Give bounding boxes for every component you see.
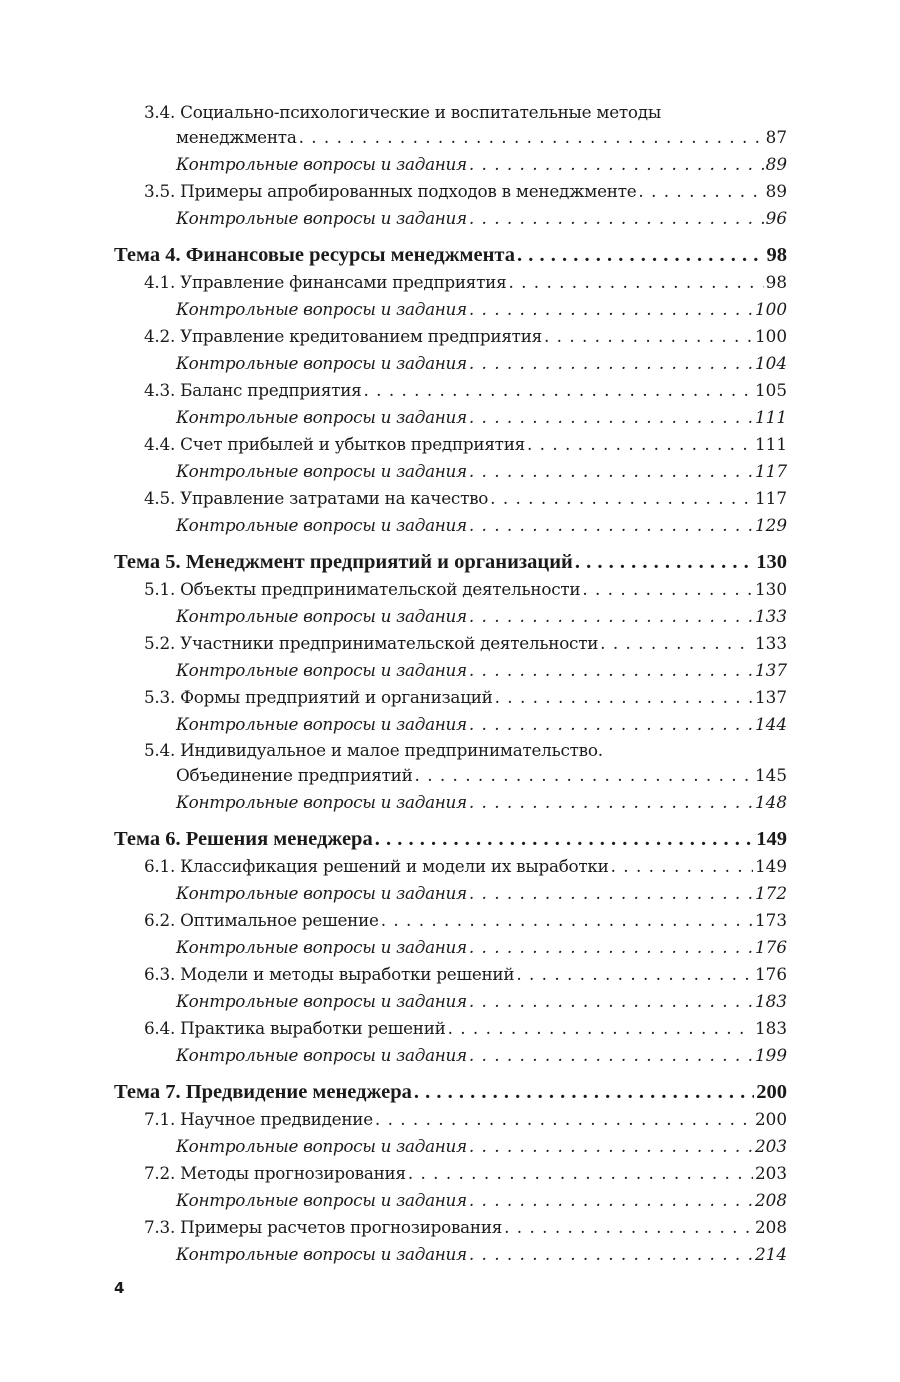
toc-section-5-1[interactable] (114, 576, 787, 603)
toc-page-number: 208 (754, 1190, 787, 1210)
toc-entry-title: Контрольные вопросы и задания (176, 606, 467, 626)
toc-entry-title: Объединение предприятий (176, 765, 413, 785)
toc-questions-5-3[interactable] (114, 711, 787, 738)
toc-page-number: 208 (754, 1217, 787, 1237)
toc-page-number: 133 (754, 606, 787, 626)
toc-entry-title: Контрольные вопросы и задания (176, 883, 467, 903)
toc-questions-6-1[interactable] (114, 880, 787, 907)
toc-page-number: 129 (754, 515, 787, 535)
toc-page-number: 183 (754, 1018, 787, 1038)
toc-topic-title: Тема 6. Решения менеджера (114, 828, 373, 850)
toc-entry-title: Контрольные вопросы и задания (176, 792, 467, 812)
dot-leader (469, 789, 753, 816)
dot-leader (375, 826, 755, 853)
toc-topic-title: Тема 4. Финансовые ресурсы менеджмента (114, 244, 515, 266)
toc-entry-title: 7.3. Примеры расчетов прогнозирования (144, 1217, 503, 1237)
toc-page-number: 176 (754, 937, 787, 957)
dot-leader (504, 1214, 753, 1241)
toc-page-number: 98 (765, 272, 787, 292)
toc-questions-4-3[interactable] (114, 404, 787, 431)
toc-page-number: 117 (754, 461, 787, 481)
toc-entry-title: 7.2. Методы прогнозирования (144, 1163, 406, 1183)
toc-section-4-5[interactable] (114, 485, 787, 512)
table-of-contents (114, 100, 787, 1268)
toc-entry-title: Контрольные вопросы и задания (176, 208, 467, 228)
toc-entry-title: 4.3. Баланс предприятия (144, 380, 362, 400)
toc-section-7-2[interactable] (114, 1160, 787, 1187)
toc-topic-title: Тема 7. Предвидение менеджера (114, 1081, 412, 1103)
toc-topic-7[interactable] (114, 1069, 787, 1106)
toc-section-7-3[interactable] (114, 1214, 787, 1241)
dot-leader (469, 1042, 753, 1069)
dot-leader (469, 711, 753, 738)
toc-page-number: 144 (754, 714, 787, 734)
dot-leader (638, 178, 763, 205)
toc-entry-title: Контрольные вопросы и задания (176, 1136, 467, 1156)
toc-entry-title: 5.4. Индивидуальное и малое предпринимательство. (144, 740, 603, 760)
toc-questions-3-5[interactable] (114, 205, 787, 232)
toc-page-number: 89 (765, 181, 787, 201)
toc-entry-title: 4.1. Управление финансами предприятия (144, 272, 507, 292)
dot-leader (600, 630, 753, 657)
toc-page-number: 176 (754, 964, 787, 984)
toc-entry-title: 4.5. Управление затратами на качество (144, 488, 489, 508)
dot-leader (415, 762, 753, 789)
toc-questions-5-1[interactable] (114, 603, 787, 630)
toc-page-number: 203 (754, 1163, 787, 1183)
toc-page-number: 98 (766, 244, 787, 266)
toc-entry-title: менеджмента (176, 127, 297, 147)
dot-leader (490, 485, 753, 512)
dot-leader (469, 512, 753, 539)
toc-questions-6-3[interactable] (114, 988, 787, 1015)
dot-leader (517, 242, 765, 269)
dot-leader (469, 603, 753, 630)
dot-leader (469, 458, 753, 485)
dot-leader (611, 853, 753, 880)
toc-questions-7-2[interactable] (114, 1187, 787, 1214)
toc-questions-5-2[interactable] (114, 657, 787, 684)
toc-page-number: 149 (756, 828, 787, 850)
toc-page-number: 137 (754, 687, 787, 707)
dot-leader (408, 1160, 753, 1187)
toc-section-4-3[interactable] (114, 377, 787, 404)
page-number: 4 (114, 1279, 125, 1297)
toc-page-number: 183 (754, 991, 787, 1011)
toc-page-number: 137 (754, 660, 787, 680)
toc-page-number: 96 (765, 208, 787, 228)
toc-section-3-4[interactable] (114, 124, 787, 151)
toc-page-number: 130 (754, 579, 787, 599)
dot-leader (527, 431, 753, 458)
toc-section-4-2[interactable] (114, 323, 787, 350)
toc-topic-6[interactable] (114, 816, 787, 853)
dot-leader (469, 657, 753, 684)
toc-page-number: 200 (756, 1081, 787, 1103)
dot-leader (516, 961, 753, 988)
dot-leader (469, 151, 764, 178)
toc-questions-4-1[interactable] (114, 296, 787, 323)
toc-entry-title: 6.1. Классификация решений и модели их выработки (144, 856, 609, 876)
toc-entry-title: Контрольные вопросы и задания (176, 1190, 467, 1210)
dot-leader (448, 1015, 753, 1042)
toc-entry-title: 5.1. Объекты предпринимательской деятельности (144, 579, 581, 599)
toc-entry-title: Контрольные вопросы и задания (176, 154, 467, 174)
dot-leader (469, 1187, 753, 1214)
toc-entry-title: 5.3. Формы предприятий и организаций (144, 687, 493, 707)
toc-entry-title: 6.4. Практика выработки решений (144, 1018, 446, 1038)
toc-entry-title: 6.3. Модели и методы выработки решений (144, 964, 515, 984)
toc-entry-title: Контрольные вопросы и задания (176, 461, 467, 481)
toc-entry-title: 5.2. Участники предпринимательской деятельности (144, 633, 599, 653)
dot-leader (469, 404, 753, 431)
dot-leader (469, 296, 753, 323)
toc-section-3-4-line1[interactable] (114, 100, 787, 124)
toc-questions-6-4[interactable] (114, 1042, 787, 1069)
toc-topic-5[interactable] (114, 539, 787, 576)
toc-section-6-4[interactable] (114, 1015, 787, 1042)
toc-entry-title: 4.2. Управление кредитованием предприятия (144, 326, 542, 346)
dot-leader (414, 1079, 754, 1106)
toc-page-number: 117 (754, 488, 787, 508)
toc-page-number: 130 (756, 551, 787, 573)
toc-entry-title: Контрольные вопросы и задания (176, 1045, 467, 1065)
toc-entry-title: Контрольные вопросы и задания (176, 515, 467, 535)
toc-section-7-1[interactable] (114, 1106, 787, 1133)
toc-section-6-3[interactable] (114, 961, 787, 988)
toc-page-number: 104 (754, 353, 787, 373)
toc-entry-title: Контрольные вопросы и задания (176, 353, 467, 373)
toc-section-4-1[interactable] (114, 269, 787, 296)
toc-page-number: 87 (765, 127, 787, 147)
dot-leader (375, 1106, 753, 1133)
toc-page-number: 111 (754, 434, 787, 454)
dot-leader (469, 988, 753, 1015)
toc-entry-title: Контрольные вопросы и задания (176, 991, 467, 1011)
dot-leader (299, 124, 764, 151)
toc-questions-3-4[interactable] (114, 151, 787, 178)
dot-leader (508, 269, 763, 296)
toc-questions-4-4[interactable] (114, 458, 787, 485)
dot-leader (544, 323, 753, 350)
toc-questions-4-2[interactable] (114, 350, 787, 377)
toc-entry-title: Контрольные вопросы и задания (176, 714, 467, 734)
toc-page-number: 133 (754, 633, 787, 653)
toc-section-4-4[interactable] (114, 431, 787, 458)
dot-leader (575, 549, 754, 576)
toc-page-number: 145 (754, 765, 787, 785)
toc-section-5-4-line1[interactable] (114, 738, 787, 762)
toc-questions-5-4[interactable] (114, 789, 787, 816)
toc-section-6-2[interactable] (114, 907, 787, 934)
toc-questions-7-1[interactable] (114, 1133, 787, 1160)
dot-leader (381, 907, 753, 934)
toc-entry-title: 6.2. Оптимальное решение (144, 910, 379, 930)
toc-page-number: 199 (754, 1045, 787, 1065)
toc-page-number: 100 (754, 299, 787, 319)
toc-section-5-2[interactable] (114, 630, 787, 657)
toc-page-number: 105 (754, 380, 787, 400)
dot-leader (495, 684, 753, 711)
toc-topic-4[interactable] (114, 232, 787, 269)
toc-section-3-5[interactable] (114, 178, 787, 205)
toc-page-number: 214 (754, 1244, 787, 1264)
toc-entry-title: Контрольные вопросы и задания (176, 299, 467, 319)
toc-page-number: 111 (754, 407, 787, 427)
toc-entry-title: Контрольные вопросы и задания (176, 660, 467, 680)
toc-section-6-1[interactable] (114, 853, 787, 880)
dot-leader (469, 1241, 753, 1268)
toc-section-5-4[interactable] (114, 762, 787, 789)
toc-entry-title: Контрольные вопросы и задания (176, 407, 467, 427)
toc-page-number: 200 (754, 1109, 787, 1129)
toc-page-number: 148 (754, 792, 787, 812)
toc-entry-title: Контрольные вопросы и задания (176, 1244, 467, 1264)
toc-questions-6-2[interactable] (114, 934, 787, 961)
toc-page-number: 100 (754, 326, 787, 346)
toc-questions-4-5[interactable] (114, 512, 787, 539)
toc-entry-title: 3.4. Социально-психологические и воспитательные методы (144, 102, 661, 122)
dot-leader (469, 1133, 753, 1160)
toc-page-number: 173 (754, 910, 787, 930)
toc-page-number: 172 (754, 883, 787, 903)
toc-topic-title: Тема 5. Менеджмент предприятий и организаций (114, 551, 573, 573)
toc-entry-title: 3.5. Примеры апробированных подходов в менеджменте (144, 181, 637, 201)
toc-page-number: 203 (754, 1136, 787, 1156)
dot-leader (363, 377, 752, 404)
dot-leader (469, 205, 764, 232)
toc-page-number: 149 (754, 856, 787, 876)
toc-entry-title: 4.4. Счет прибылей и убытков предприятия (144, 434, 525, 454)
toc-page-number: 89 (765, 154, 787, 174)
dot-leader (469, 880, 753, 907)
toc-entry-title: Контрольные вопросы и задания (176, 937, 467, 957)
toc-section-5-3[interactable] (114, 684, 787, 711)
dot-leader (469, 934, 753, 961)
toc-entry-title: 7.1. Научное предвидение (144, 1109, 373, 1129)
dot-leader (582, 576, 753, 603)
toc-questions-7-3[interactable] (114, 1241, 787, 1268)
dot-leader (469, 350, 753, 377)
